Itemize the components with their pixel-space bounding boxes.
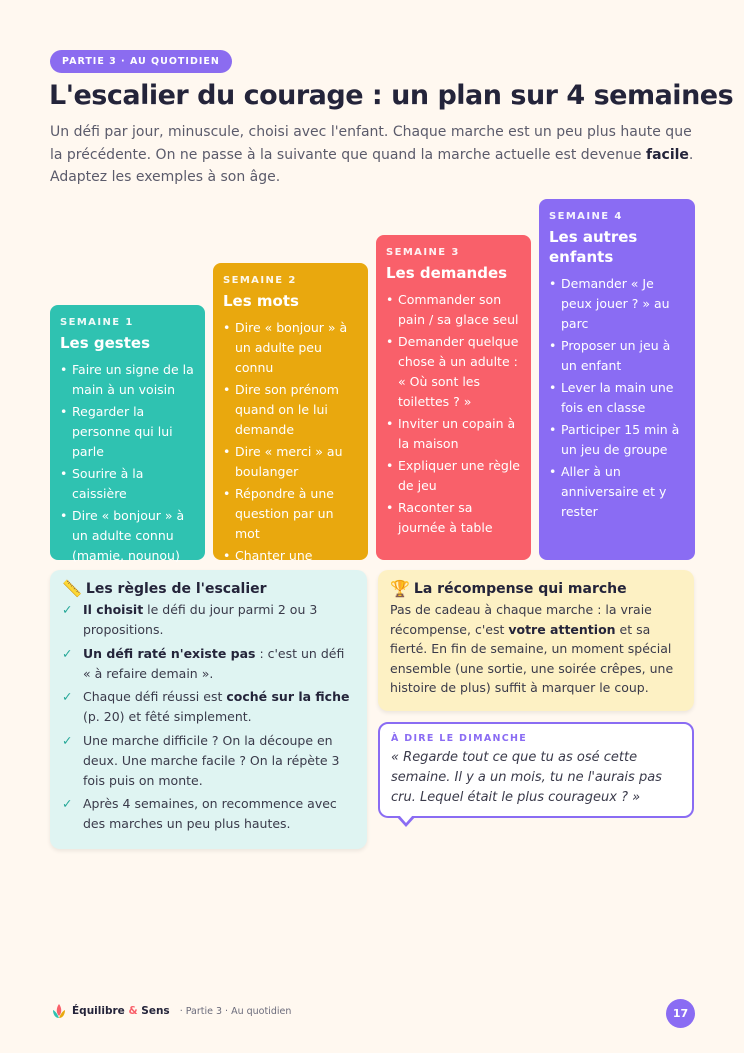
bubble-tail-inner bbox=[399, 815, 413, 823]
intro-paragraph bbox=[50, 121, 700, 189]
reward-heading bbox=[390, 579, 682, 598]
check-icon: ✓ bbox=[62, 602, 73, 617]
reward-text bbox=[390, 600, 682, 698]
step-title: Les mots bbox=[223, 292, 299, 310]
sunday-label: À DIRE LE DIMANCHE bbox=[391, 733, 528, 744]
step-item: • Regarder la personne qui lui parle bbox=[60, 402, 195, 462]
rule-text: (p. 20) et fêté simplement. bbox=[83, 709, 252, 724]
step-item: • Dire « merci » au boulanger bbox=[223, 442, 358, 482]
step-week-4 bbox=[539, 199, 695, 560]
sunday-speech-bubble bbox=[378, 722, 694, 818]
step-title: Les gestes bbox=[60, 334, 150, 352]
rule-text: Une marche difficile ? On la découpe en deux. Une marche facile ? On la répète 3 fois puis on monte. bbox=[83, 732, 340, 788]
step-week-2 bbox=[213, 263, 368, 563]
rules-title: Les règles de l'escalier bbox=[85, 580, 267, 597]
step-item: • Aller à un anniversaire et y rester bbox=[549, 462, 685, 522]
step-title: Les demandes bbox=[386, 264, 508, 282]
step-week-3 bbox=[376, 235, 531, 560]
intro-text-end: . Adaptez les exemples à son âge. bbox=[50, 146, 694, 185]
step-list bbox=[549, 274, 685, 522]
intro-text: Un défi par jour, minuscule, choisi avec l'enfant. Chaque marche est un peu plus haute que la précédente. On ne passe à la suivante que quand la marche actuelle est devenue bbox=[50, 124, 692, 163]
step-item: • Répondre à une question par un mot bbox=[223, 484, 358, 544]
check-icon: ✓ bbox=[62, 645, 73, 661]
step-title: Les autres enfants bbox=[549, 228, 638, 266]
trophy-icon: 🏆 bbox=[390, 579, 410, 598]
page-title: L'escalier du courage : un plan sur 4 semaines bbox=[49, 80, 734, 111]
step-item: • Sourire à la caissière bbox=[60, 464, 195, 504]
step-week-label: SEMAINE 1 bbox=[60, 317, 134, 328]
rule-emphasis: Un défi raté n'existe pas bbox=[83, 645, 256, 661]
brand-ampersand: & bbox=[128, 1005, 138, 1017]
rule-text: le défi du jour parmi 2 ou 3 propositions. bbox=[83, 602, 318, 637]
step-item: • Commander son pain / sa glace seul bbox=[386, 290, 521, 330]
rules-card bbox=[50, 570, 367, 849]
ruler-icon: 📏 bbox=[62, 579, 82, 598]
tulip-logo-icon bbox=[52, 1003, 66, 1019]
footer-section: · Partie 3 · Au quotidien bbox=[179, 1005, 292, 1017]
rule-emphasis: coché sur la fiche bbox=[226, 689, 350, 704]
brand-word: Équilibre bbox=[72, 1005, 125, 1017]
step-week-label: SEMAINE 4 bbox=[549, 211, 623, 222]
reward-text-start: Pas de cadeau à chaque marche : la vraie récompense, c'est bbox=[390, 602, 652, 637]
step-list bbox=[386, 290, 521, 538]
intro-emphasis: facile bbox=[645, 146, 689, 163]
rules-heading bbox=[62, 579, 355, 598]
step-item: • Participer 15 min à un jeu de groupe bbox=[549, 420, 685, 460]
reward-emphasis: votre attention bbox=[508, 621, 616, 637]
brand-word: Sens bbox=[141, 1005, 170, 1017]
step-item: • Lever la main une fois en classe bbox=[549, 378, 685, 418]
rule-text: : c'est un défi « à refaire demain ». bbox=[83, 645, 345, 681]
step-item: • Proposer un jeu à un enfant bbox=[549, 336, 685, 376]
step-item: • Chanter une bbox=[223, 546, 358, 586]
step-item: • Dire « bonjour » à un adulte peu connu bbox=[223, 318, 358, 378]
step-week-1 bbox=[50, 305, 205, 563]
rule-text: Après 4 semaines, on recommence avec des marches un peu plus hautes. bbox=[83, 796, 337, 831]
rule-item bbox=[62, 644, 355, 684]
section-tag: PARTIE 3 · AU QUOTIDIEN bbox=[50, 50, 232, 73]
check-icon: ✓ bbox=[62, 689, 73, 704]
step-item: • Raconter sa journée à table bbox=[386, 498, 521, 538]
rule-item bbox=[62, 731, 355, 791]
reward-card bbox=[378, 570, 694, 711]
step-list bbox=[223, 318, 358, 586]
brand-name bbox=[72, 1005, 170, 1017]
sunday-quote: « Regarde tout ce que tu as osé cette semaine. Il y a un mois, tu ne l'aurais pas cru. Lequel était le plus courageux ? » bbox=[391, 750, 662, 805]
rule-item bbox=[62, 794, 355, 834]
rules-list bbox=[62, 600, 355, 834]
step-item: • Expliquer une règle de jeu bbox=[386, 456, 521, 496]
step-list bbox=[60, 360, 195, 566]
rule-text: Chaque défi réussi est bbox=[83, 689, 227, 704]
reward-title: La récompense qui marche bbox=[413, 580, 627, 597]
reward-text-end: et sa fierté. En fin de semaine, un moment spécial ensemble (une sortie, une soirée crêpes, une histoire de plus) suffit à marquer le coup. bbox=[390, 621, 674, 695]
check-icon: ✓ bbox=[62, 796, 73, 811]
rule-item bbox=[62, 600, 355, 640]
step-week-label: SEMAINE 3 bbox=[386, 247, 460, 258]
check-icon: ✓ bbox=[62, 732, 73, 748]
step-item: • Demander « Je peux jouer ? » au parc bbox=[549, 274, 685, 334]
step-item: • Faire un signe de la main à un voisin bbox=[60, 360, 195, 400]
step-item: • Inviter un copain à la maison bbox=[386, 414, 521, 454]
page-number: 17 bbox=[666, 999, 695, 1028]
step-item: • Dire « bonjour » à un adulte connu (mamie, nounou) bbox=[60, 506, 195, 566]
footer bbox=[52, 1003, 291, 1019]
step-week-label: SEMAINE 2 bbox=[223, 275, 297, 286]
step-item: • Demander quelque chose à un adulte : « Où sont les toilettes ? » bbox=[386, 332, 521, 412]
rule-item bbox=[62, 687, 355, 727]
step-item: • Dire son prénom quand on le lui demande bbox=[223, 380, 358, 440]
rule-emphasis: Il choisit bbox=[83, 602, 144, 617]
